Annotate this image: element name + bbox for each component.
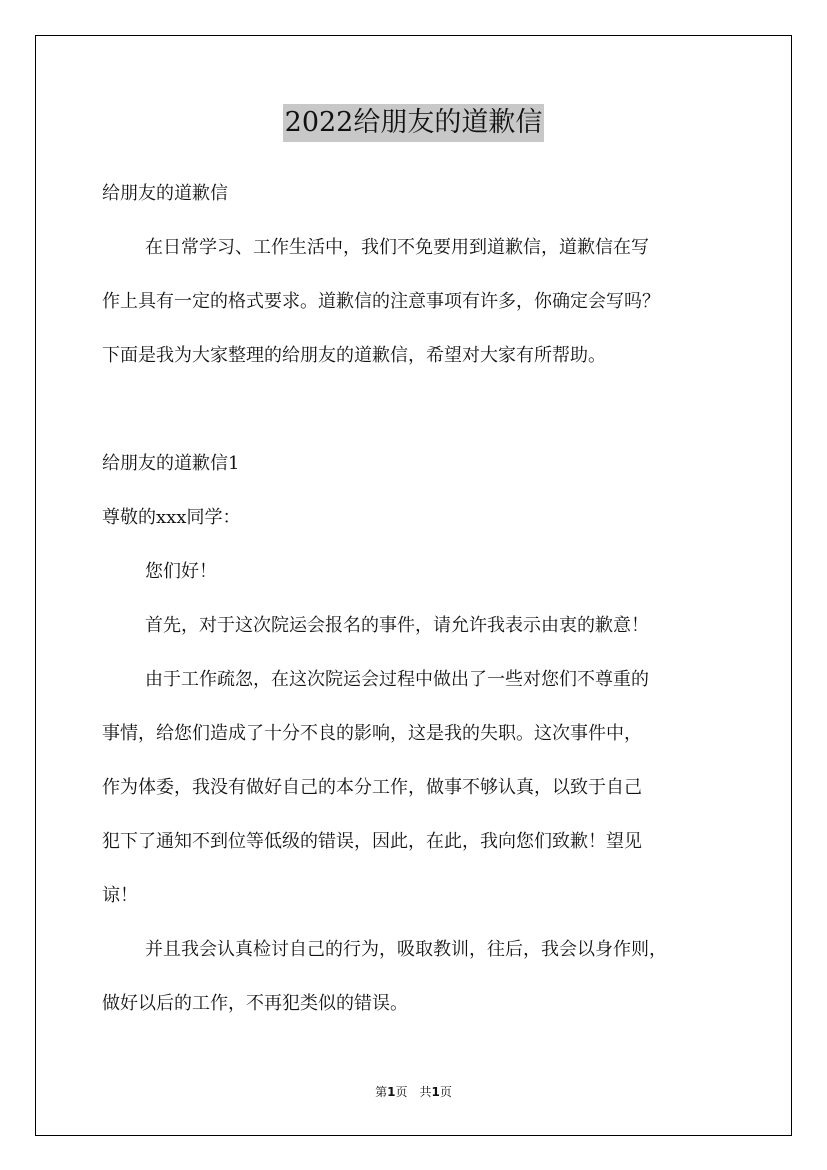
paragraph-line: 事情，给您们造成了十分不良的影响，这是我的失职。这次事件中， [102, 723, 642, 744]
paragraph-line: 犯下了通知不到位等低级的错误，因此，在此，我向您们致歉！望见 [102, 831, 642, 852]
page-current: 1 [387, 1085, 396, 1099]
intro-line: 在日常学习、工作生活中，我们不免要用到道歉信，道歉信在写 [145, 237, 649, 258]
document-title: 2022给朋友的道歉信 [283, 104, 545, 142]
paragraph-line: 并且我会认真检讨自己的行为，吸取教训，往后，我会以身作则， [145, 939, 667, 960]
greeting: 您们好！ [145, 561, 217, 582]
paragraph-line: 由于工作疏忽，在这次院运会过程中做出了一些对您们不尊重的 [145, 669, 649, 690]
paragraph-line: 谅！ [102, 885, 138, 906]
intro-line: 作上具有一定的格式要求。道歉信的注意事项有许多，你确定会写吗？ [102, 291, 660, 312]
page-suffix: 页 [395, 1085, 408, 1099]
page-footer [0, 1084, 827, 1100]
paragraph-line: 作为体委，我没有做好自己的本分工作，做事不够认真，以致于自己 [102, 777, 642, 798]
salutation: 尊敬的xxx同学： [102, 507, 241, 528]
paragraph-line: 做好以后的工作，不再犯类似的错误。 [102, 993, 408, 1014]
section-heading: 给朋友的道歉信1 [102, 453, 240, 474]
paragraph-line: 首先，对于这次院运会报名的事件，请允许我表示由衷的歉意！ [145, 615, 649, 636]
page-prefix: 第 [375, 1085, 388, 1099]
intro-line: 下面是我为大家整理的给朋友的道歉信，希望对大家有所帮助。 [102, 345, 606, 366]
total-suffix: 页 [439, 1085, 452, 1099]
document-subtitle: 给朋友的道歉信 [102, 183, 228, 204]
page-total: 1 [431, 1085, 440, 1099]
title-container [0, 104, 827, 142]
total-prefix: 共 [419, 1085, 432, 1099]
